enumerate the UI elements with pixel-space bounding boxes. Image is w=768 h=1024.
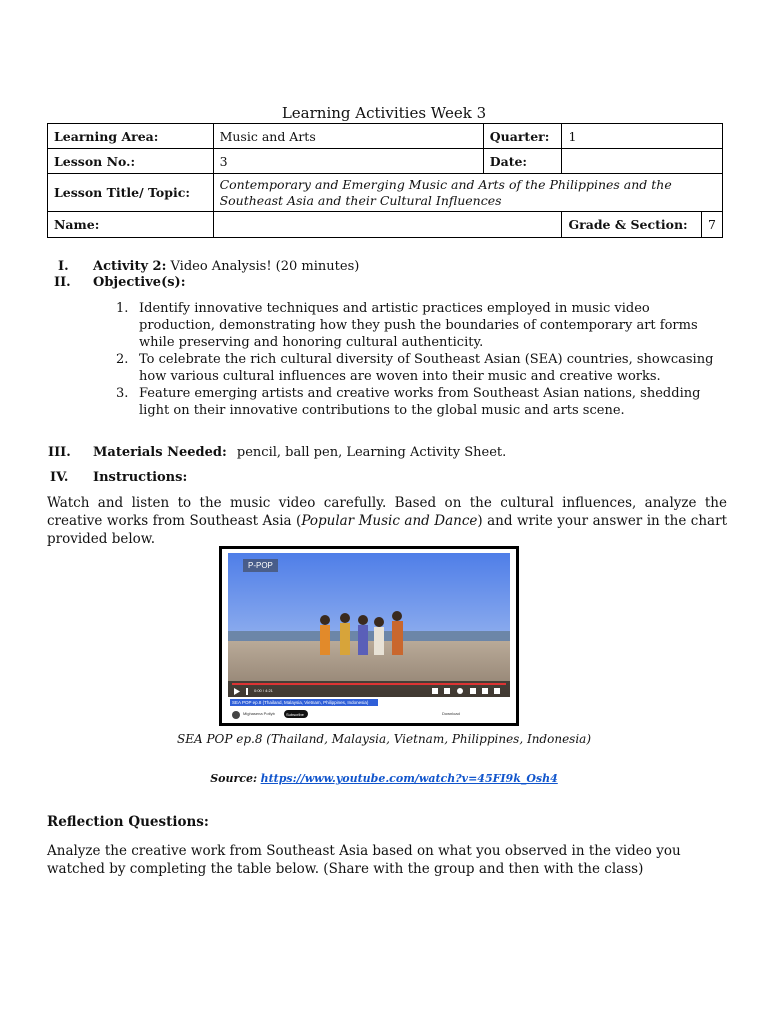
source-label: Source: (210, 772, 258, 785)
grade-section-label: Grade & Section: (562, 212, 702, 238)
video-title: SEA POP ep.8 (Thailand, Malaysia, Vietnam, Philippines, Indonesia) (232, 700, 369, 705)
download-button[interactable]: Download (442, 711, 460, 716)
section-text: pencil, ball pen, Learning Activity Sheet. (236, 445, 507, 460)
instructions-paragraph: Watch and listen to the music video carefully. Based on the cultural influences, analyze the creative works from Southeast Asia (Popular Music and Dance) and write your answer in the chart provided below. (47, 495, 727, 547)
section-objectives (54, 275, 186, 290)
source-link[interactable]: https://www.youtube.com/watch?v=45FI9k_Osh4 (260, 772, 558, 785)
learning-area-value: Music and Arts (213, 124, 483, 149)
section-number: IV. (50, 470, 69, 485)
lesson-no-label: Lesson No.: (48, 149, 214, 174)
grade-section-value: 7 (702, 212, 723, 238)
date-label: Date: (483, 149, 562, 174)
video-scene (222, 549, 516, 723)
section-number: III. (48, 445, 71, 460)
source-line (0, 772, 768, 785)
lesson-title-value: Contemporary and Emerging Music and Arts of the Philippines and the Southeast Asia and their Cultural Influences (213, 174, 722, 212)
reflection-heading: Reflection Questions: (47, 814, 209, 830)
subscribe-button[interactable]: Subscribe (286, 712, 304, 717)
lesson-title-label: Lesson Title/ Topic: (48, 174, 214, 212)
section-activity (58, 259, 359, 274)
objective-item: 2. To celebrate the rich cultural diversity of Southeast Asian (SEA) countries, showcasing how various cultural influences are woven into their music and creative works. (116, 352, 714, 384)
learning-area-label: Learning Area: (48, 124, 214, 149)
section-label: Materials Needed: (93, 445, 227, 460)
quarter-label: Quarter: (483, 124, 562, 149)
lesson-info-table (47, 123, 723, 238)
date-value[interactable] (562, 149, 723, 174)
section-materials (48, 445, 506, 460)
video-thumbnail[interactable] (219, 546, 519, 726)
section-instructions (50, 470, 187, 485)
objectives-list (116, 300, 720, 419)
video-caption: SEA POP ep.8 (Thailand, Malaysia, Vietnam, Philippines, Indonesia) (176, 732, 592, 746)
video-badge: P-POP (243, 559, 278, 572)
section-label: Objective(s): (93, 275, 186, 290)
section-label: Instructions: (93, 470, 188, 485)
objective-item: 3. Feature emerging artists and creative works from Southeast Asian nations, shedding light on their innovative contributions to the global music and arts scene. (116, 386, 701, 418)
section-text: Video Analysis! (20 minutes) (170, 259, 360, 274)
section-number: II. (54, 275, 71, 290)
objective-item: 1. Identify innovative techniques and artistic practices employed in music video production, demonstrating how they push the boundaries of contemporary art forms while preserving and honoring cultural authenticity. (116, 301, 698, 350)
section-number: I. (58, 259, 69, 274)
name-label: Name: (48, 212, 214, 238)
section-label: Activity 2: (93, 259, 167, 274)
document-title: Learning Activities Week 3 (281, 104, 487, 122)
reflection-paragraph: Analyze the creative work from Southeast Asia based on what you observed in the video you watched by completing the table below. (Share with the group and then with the class) (47, 843, 681, 877)
video-channel: Mighasena Potlyb (243, 711, 275, 716)
name-value[interactable] (213, 212, 562, 238)
lesson-no-value: 3 (213, 149, 483, 174)
quarter-value: 1 (562, 124, 723, 149)
video-time: 0:00 / 4:21 (254, 688, 273, 693)
